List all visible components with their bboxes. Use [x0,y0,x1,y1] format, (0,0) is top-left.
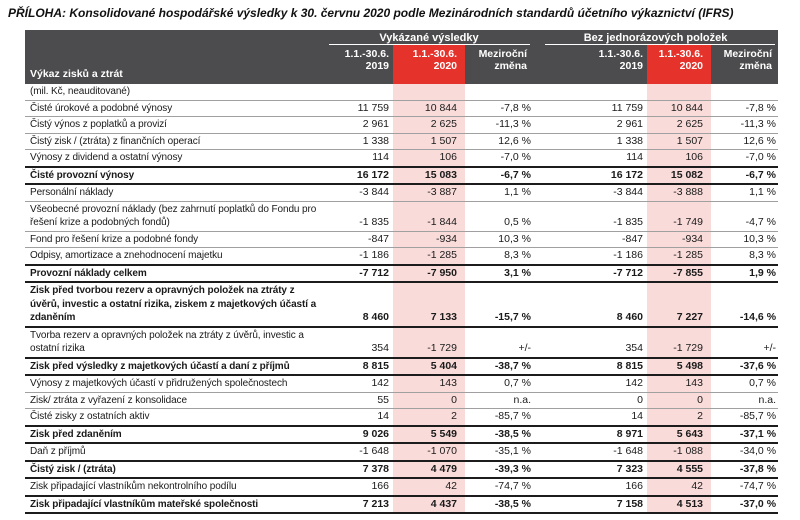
cell-value: 1 338 [533,133,647,150]
group-label: Vykázané výsledky [379,32,479,44]
row-label: Čisté úrokové a podobné výnosy [25,100,325,117]
cell-value: 114 [325,150,393,167]
cell-value: -15,7 % [465,282,533,327]
row-label: Čistý zisk / (ztráta) z finančních operací [25,133,325,150]
cell-value [647,84,711,100]
column-period: 1.1.-30.6. [598,48,643,60]
cell-value: 2 961 [533,117,647,134]
cell-value: 4 479 [393,461,465,479]
column-header-change-adjusted [711,45,778,84]
cell-value: -1 729 [393,327,465,358]
table-row [25,265,778,283]
row-label: Fond pro řešení krize a podobné fondy [25,231,325,248]
cell-value: -1 844 [393,201,465,231]
cell-value: 8,3 % [711,248,778,265]
cell-value: 8 971 [533,426,647,444]
column-header-change-reported [465,45,533,84]
cell-value: 166 [533,478,647,496]
table-row [25,461,778,479]
cell-value: -38,7 % [465,358,533,376]
row-label: (mil. Kč, neauditované) [25,84,325,100]
corner-label-text: Výkaz zisků a ztrát [30,68,123,80]
row-label: Zisk před zdaněním [25,426,325,444]
group-header-reported [325,30,533,45]
cell-value: 143 [393,375,465,392]
group-header-row [25,30,778,45]
table-row [25,375,778,392]
cell-value: 16 172 [533,167,647,185]
group-underline [545,44,775,45]
cell-value: -1 186 [533,248,647,265]
cell-value: 0 [533,392,647,409]
row-label: Tvorba rezerv a opravných položek na ztráty z úvěrů, investic a ostatní rizika [25,327,325,358]
cell-value: 7 227 [647,282,711,327]
cell-value: -37,1 % [711,426,778,444]
table-row [25,409,778,426]
group-header-adjusted [533,30,778,45]
row-label: Zisk/ ztráta z vyřazení z konsolidace [25,392,325,409]
cell-value: 0 [647,392,711,409]
cell-value: 1,1 % [465,184,533,201]
cell-value: -934 [393,231,465,248]
cell-value: n.a. [711,392,778,409]
cell-value: -1 088 [647,443,711,461]
column-header-2019-reported [325,45,393,84]
table-row [25,100,778,117]
cell-value: -37,8 % [711,461,778,479]
cell-value: 7 158 [533,496,647,514]
cell-value: -1 648 [533,443,647,461]
page-title: PŘÍLOHA: Konsolidované hospodářské výsledky k 30. červnu 2020 podle Mezinárodních standardů účetního výkaznictví (IFRS) [8,6,734,20]
cell-value: 143 [647,375,711,392]
cell-value: 11 759 [533,100,647,117]
cell-value: -11,3 % [711,117,778,134]
cell-value: -37,0 % [711,496,778,514]
cell-value: -14,6 % [711,282,778,327]
cell-value: -39,3 % [465,461,533,479]
row-label: Zisk před výsledky z majetkových účastí a daní z příjmů [25,358,325,376]
column-period: 1.1.-30.6. [344,48,389,60]
table-row [25,496,778,514]
cell-value: 16 172 [325,167,393,185]
table-body [25,84,778,513]
cell-value: 2 625 [647,117,711,134]
table-row [25,184,778,201]
cell-value: 8,3 % [465,248,533,265]
cell-value [711,84,778,100]
column-header-2020-reported [393,45,465,84]
cell-value: 5 549 [393,426,465,444]
cell-value: 2 625 [393,117,465,134]
cell-value: 4 555 [647,461,711,479]
cell-value: 8 460 [325,282,393,327]
column-header-2019-adjusted [533,45,647,84]
cell-value: 4 437 [393,496,465,514]
cell-value: 106 [393,150,465,167]
cell-value: -847 [533,231,647,248]
cell-value: -38,5 % [465,426,533,444]
cell-value: 5 498 [647,358,711,376]
column-period: Meziroční [478,48,527,60]
cell-value: 12,6 % [465,133,533,150]
cell-value: -3 844 [533,184,647,201]
cell-value: -4,7 % [711,201,778,231]
cell-value: 3,1 % [465,265,533,283]
cell-value: 8 815 [325,358,393,376]
cell-value: 42 [647,478,711,496]
cell-value: 1,1 % [711,184,778,201]
column-period: Meziroční [723,48,773,60]
unit-note-row [25,84,778,100]
cell-value: 10,3 % [711,231,778,248]
table-row [25,327,778,358]
cell-value: 10 844 [647,100,711,117]
cell-value: 10,3 % [465,231,533,248]
cell-value: -7 712 [325,265,393,283]
cell-value: -6,7 % [465,167,533,185]
cell-value: +/- [711,327,778,358]
table-row [25,392,778,409]
cell-value: -74,7 % [711,478,778,496]
row-label: Provozní náklady celkem [25,265,325,283]
cell-value: 4 513 [647,496,711,514]
cell-value: 8 815 [533,358,647,376]
cell-value: -38,5 % [465,496,533,514]
cell-value: 15 082 [647,167,711,185]
cell-value: 14 [533,409,647,426]
table-row [25,117,778,134]
table-row [25,201,778,231]
cell-value: -1 070 [393,443,465,461]
row-label: Odpisy, amortizace a znehodnocení majetku [25,248,325,265]
table-row [25,248,778,265]
cell-value: -85,7 % [465,409,533,426]
cell-value: -7,0 % [465,150,533,167]
cell-value: 11 759 [325,100,393,117]
cell-value: -3 887 [393,184,465,201]
cell-value [325,84,393,100]
row-label: Personální náklady [25,184,325,201]
cell-value: -34,0 % [711,443,778,461]
cell-value: -74,7 % [465,478,533,496]
cell-value [533,84,647,100]
row-label: Výnosy z majetkových účastí v přidružených společnostech [25,375,325,392]
group-label: Bez jednorázových položek [583,32,728,44]
cell-value: 0 [393,392,465,409]
group-underline [329,44,530,45]
cell-value: 0,5 % [465,201,533,231]
table-row [25,133,778,150]
cell-value: 2 961 [325,117,393,134]
column-header-2020-adjusted [647,45,711,84]
cell-value [465,84,533,100]
row-label: Výnosy z dividend a ostatní výnosy [25,150,325,167]
cell-value: 0,7 % [711,375,778,392]
table-row [25,167,778,185]
cell-value: -1 285 [647,248,711,265]
cell-value: 1 507 [393,133,465,150]
cell-value: 0,7 % [465,375,533,392]
row-label: Zisk připadající vlastníkům mateřské společnosti [25,496,325,514]
column-period: 1.1.-30.6. [658,48,703,60]
cell-value: 1 507 [647,133,711,150]
cell-value: 142 [533,375,647,392]
column-period: 1.1.-30.6. [412,48,457,60]
cell-value: 106 [647,150,711,167]
corner-label [25,30,325,84]
cell-value: 10 844 [393,100,465,117]
cell-value [393,84,465,100]
cell-value: 114 [533,150,647,167]
cell-value: 5 643 [647,426,711,444]
cell-value: -7,8 % [711,100,778,117]
table-row [25,150,778,167]
cell-value: -1 186 [325,248,393,265]
row-label: Zisk připadající vlastníkům nekontrolního podílu [25,478,325,496]
column-year: 2020 [433,60,457,72]
cell-value: -1 749 [647,201,711,231]
cell-value: 42 [393,478,465,496]
cell-value: 1 338 [325,133,393,150]
cell-value: -7 855 [647,265,711,283]
cell-value: 2 [393,409,465,426]
row-label: Daň z příjmů [25,443,325,461]
cell-value: -6,7 % [711,167,778,185]
cell-value: 166 [325,478,393,496]
table-row [25,426,778,444]
cell-value: -1 729 [647,327,711,358]
table-row [25,443,778,461]
row-label: Čistý výnos z poplatků a provizí [25,117,325,134]
table-row [25,478,778,496]
cell-value: -7,0 % [711,150,778,167]
column-year: změna [494,60,527,72]
column-year: 2019 [619,60,643,72]
cell-value: 354 [325,327,393,358]
cell-value: 2 [647,409,711,426]
cell-value: -3 844 [325,184,393,201]
cell-value: -7 712 [533,265,647,283]
cell-value: -1 835 [325,201,393,231]
financial-table [25,30,778,514]
cell-value: n.a. [465,392,533,409]
table-row [25,358,778,376]
cell-value: -11,3 % [465,117,533,134]
row-label: Čistý zisk / (ztráta) [25,461,325,479]
cell-value: 9 026 [325,426,393,444]
cell-value: -7 950 [393,265,465,283]
cell-value: 354 [533,327,647,358]
cell-value: +/- [465,327,533,358]
cell-value: -3 888 [647,184,711,201]
cell-value: -1 835 [533,201,647,231]
cell-value: -7,8 % [465,100,533,117]
cell-value: 14 [325,409,393,426]
table-row [25,282,778,327]
cell-value: 7 323 [533,461,647,479]
cell-value: 5 404 [393,358,465,376]
cell-value: 1,9 % [711,265,778,283]
cell-value: -85,7 % [711,409,778,426]
cell-value: -1 285 [393,248,465,265]
cell-value: -37,6 % [711,358,778,376]
cell-value: 8 460 [533,282,647,327]
cell-value: 12,6 % [711,133,778,150]
column-year: 2019 [365,60,389,72]
cell-value: 7 133 [393,282,465,327]
cell-value: -934 [647,231,711,248]
column-year: změna [739,60,773,72]
row-label: Zisk před tvorbou rezerv a opravných položek na ztráty z úvěrů, investic a ostatní rizika, ziskem z majetkových účastí a zdaněním [25,282,325,327]
cell-value: -1 648 [325,443,393,461]
cell-value: 15 083 [393,167,465,185]
table-row [25,231,778,248]
row-label: Čisté provozní výnosy [25,167,325,185]
row-label: Všeobecné provozní náklady (bez zahrnutí poplatků do Fondu pro řešení krize a podobných fondů) [25,201,325,231]
table-header [25,30,778,84]
cell-value: 142 [325,375,393,392]
row-label: Čisté zisky z ostatních aktiv [25,409,325,426]
cell-value: -35,1 % [465,443,533,461]
cell-value: -847 [325,231,393,248]
cell-value: 7 378 [325,461,393,479]
cell-value: 7 213 [325,496,393,514]
cell-value: 55 [325,392,393,409]
column-year: 2020 [679,60,703,72]
